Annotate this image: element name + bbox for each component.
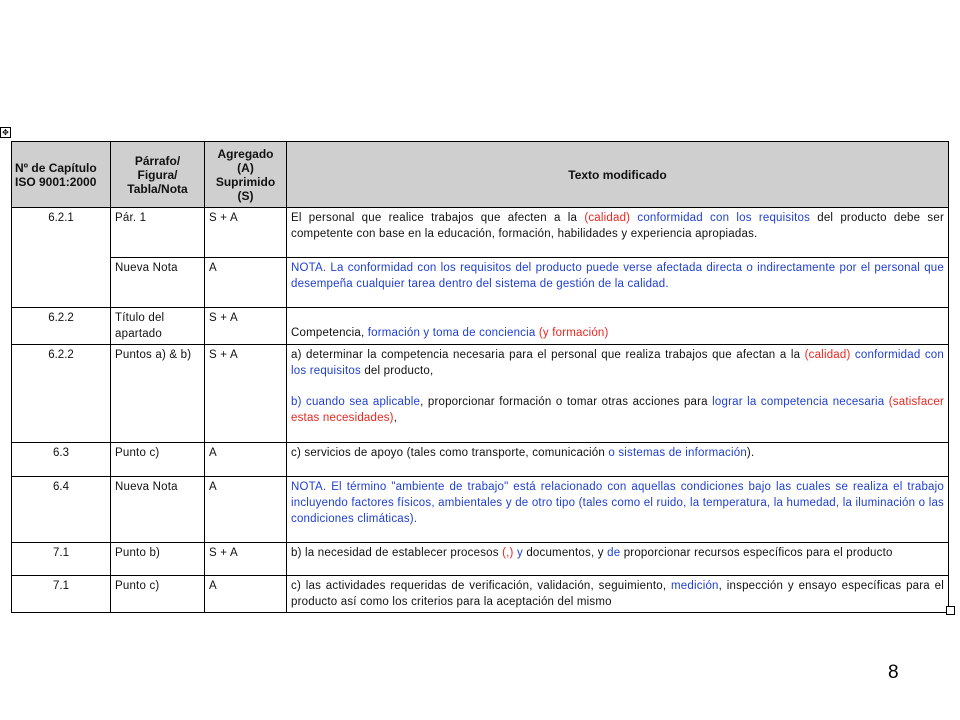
header-added-removed: Agregado (A) Suprimido (S) xyxy=(205,142,287,208)
text-segment: b) la necesidad de establecer procesos xyxy=(291,547,503,559)
text-segment: , inspección y ensayo específicas para el producto así como los criterios para la aceptación del mismo xyxy=(291,580,945,608)
cell-modified-text xyxy=(287,443,949,477)
text-segment: c) las actividades requeridas de verificación, validación, seguimiento, xyxy=(291,580,672,592)
text-segment: (,) xyxy=(502,547,514,559)
changes-table xyxy=(11,141,949,613)
cell-chapter: 7.1 xyxy=(12,543,111,576)
table-resize-handle-icon[interactable] xyxy=(946,606,955,615)
table-row xyxy=(12,543,949,576)
cell-added-removed: A xyxy=(205,258,287,308)
text-segment: a) determinar la competencia necesaria para el personal que realiza trabajos que afectan a la xyxy=(291,349,805,361)
cell-added-removed: S + A xyxy=(205,345,287,443)
text-segment: El personal que realice trabajos que afecten a la xyxy=(291,212,585,224)
cell-modified-text xyxy=(287,576,949,613)
cell-added-removed: S + A xyxy=(205,308,287,345)
table-row xyxy=(12,208,949,258)
cell-modified-text xyxy=(287,208,949,258)
cell-chapter: 6.3 xyxy=(12,443,111,477)
cell-paragraph: Puntos a) & b) xyxy=(111,345,205,443)
cell-paragraph: Pár. 1 xyxy=(111,208,205,258)
cell-chapter: 6.2.1 xyxy=(12,208,111,308)
cell-chapter: 6.2.2 xyxy=(12,308,111,345)
text-segment: ). xyxy=(746,447,755,459)
cell-added-removed: A xyxy=(205,443,287,477)
text-segment: o sistemas de información xyxy=(604,447,747,459)
table-row xyxy=(12,258,949,308)
table-move-handle-icon[interactable]: ✥ xyxy=(0,127,11,138)
text-segment: NOTA. El término "ambiente de trabajo" está relacionado con aquellas condiciones bajo las cuales se realiza el trabajo incluyendo factores físicos, ambientales y de otro tipo (tales como el ruido, la temperatura, la humedad, la iluminación o las condiciones climáticas). xyxy=(291,481,944,525)
text-segment: medición xyxy=(671,580,719,592)
cell-modified-text xyxy=(287,258,949,308)
cell-added-removed: S + A xyxy=(205,543,287,576)
line-break xyxy=(291,310,944,325)
cell-paragraph: Nueva Nota xyxy=(111,258,205,308)
text-segment: c) servicios de apoyo (tales como transporte, comunicación xyxy=(291,447,605,459)
cell-paragraph: Punto c) xyxy=(111,443,205,477)
cell-paragraph: Nueva Nota xyxy=(111,477,205,543)
line-break xyxy=(291,379,944,394)
text-segment: , xyxy=(393,412,398,424)
table-row xyxy=(12,345,949,443)
cell-paragraph: Título del apartado xyxy=(111,308,205,345)
cell-chapter: 6.2.2 xyxy=(12,345,111,443)
table-row xyxy=(12,443,949,477)
text-segment: conformidad con los requisitos xyxy=(630,212,811,224)
text-segment: (calidad) xyxy=(804,349,851,361)
page-number: 8 xyxy=(888,662,899,683)
text-segment: del producto debe ser competente con base en la educación, formación, habilidades y experiencia apropiadas. xyxy=(291,212,944,240)
header-row xyxy=(12,142,949,208)
text-segment: formación y toma de conciencia xyxy=(367,327,536,339)
cell-modified-text xyxy=(287,477,949,543)
text-segment: (y formación) xyxy=(535,327,609,339)
cell-added-removed: S + A xyxy=(205,208,287,258)
text-segment: lograr la competencia necesaria xyxy=(712,396,885,408)
cell-paragraph: Punto c) xyxy=(111,576,205,613)
text-segment: Competencia, xyxy=(291,327,368,339)
text-segment: (calidad) xyxy=(584,212,631,224)
text-segment: conformidad con los requisitos xyxy=(291,349,944,377)
table-row xyxy=(12,308,949,345)
text-segment: (satisfacer estas necesidades) xyxy=(291,396,944,424)
header-modified-text: Texto modificado xyxy=(287,142,949,208)
table-row xyxy=(12,477,949,543)
text-segment: documentos, y xyxy=(522,547,608,559)
text-segment: NOTA. La conformidad con los requisitos del producto puede verse afectada directa o indirectamente por el personal que desempeña cualquier tarea dentro del sistema de gestión de la calidad. xyxy=(291,262,944,290)
text-segment: , proporcionar formación o tomar otras acciones para xyxy=(420,396,713,408)
cell-chapter: 7.1 xyxy=(12,576,111,613)
cell-added-removed: A xyxy=(205,576,287,613)
cell-modified-text xyxy=(287,308,949,345)
text-segment: proporcionar recursos específicos para el producto xyxy=(620,547,893,559)
table-row xyxy=(12,576,949,613)
text-segment: de xyxy=(607,547,621,559)
cell-paragraph: Punto b) xyxy=(111,543,205,576)
cell-modified-text xyxy=(287,345,949,443)
cell-modified-text xyxy=(287,543,949,576)
text-segment: b) cuando sea aplicable xyxy=(291,396,421,408)
header-chapter: Nº de Capítulo ISO 9001:2000 xyxy=(12,142,111,208)
text-segment: del producto, xyxy=(360,365,434,377)
cell-added-removed: A xyxy=(205,477,287,543)
text-segment: y xyxy=(513,547,523,559)
cell-chapter: 6.4 xyxy=(12,477,111,543)
header-paragraph: Párrafo/ Figura/ Tabla/Nota xyxy=(111,142,205,208)
